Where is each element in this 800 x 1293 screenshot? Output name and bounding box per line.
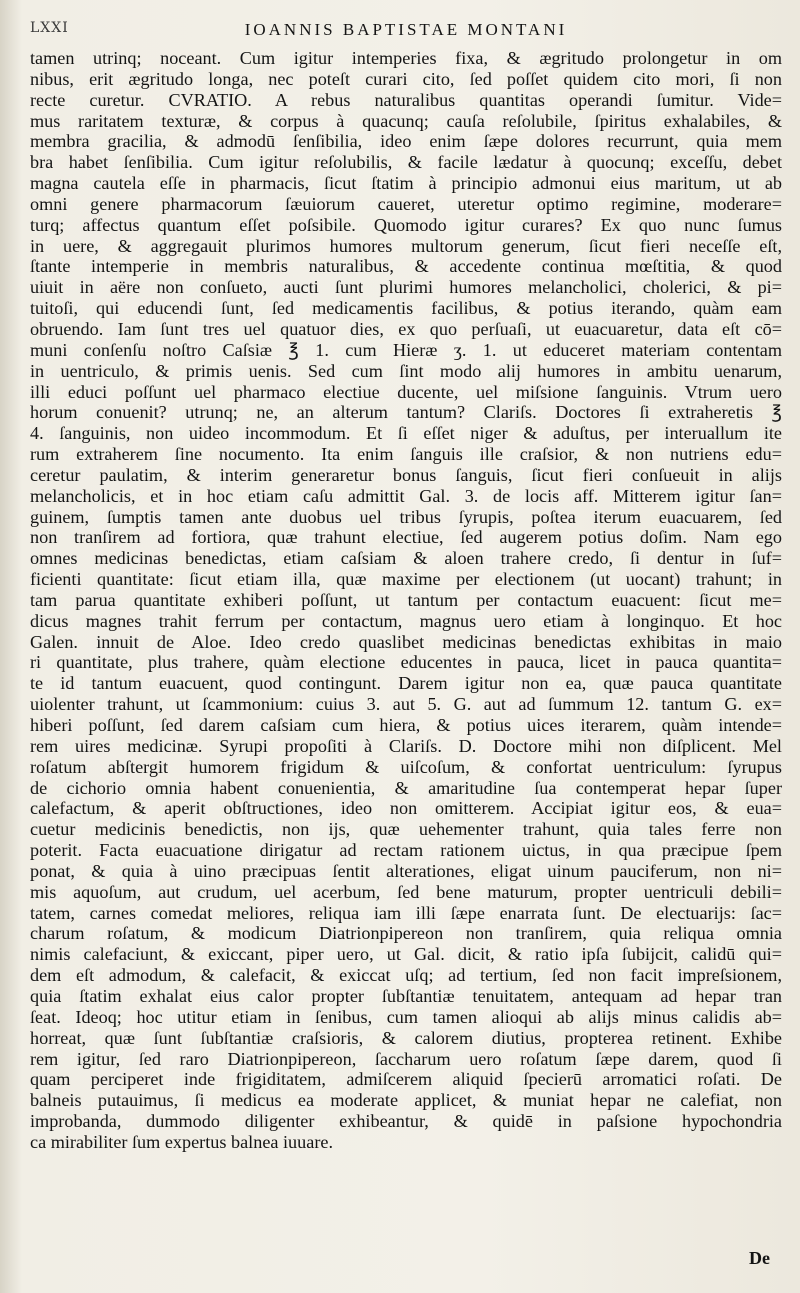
text-line: calefactum, & aperit obſtructiones, ideo non omitterem. Accipiat igitur eos, & eua= [30,798,782,819]
text-line: recte curetur. CVRATIO. A rebus naturalibus quantitas operandi ſumitur. Vide= [30,89,782,110]
text-line: uiolenter trahunt, ut ſcammonium: cuius 3. aut 5. G. aut ad ſummum 12. tantum G. ex= [30,694,782,715]
text-line: turq; affectus quantum eſſet poſsibile. Quomodo igitur curares? Ex quo nunc ſumus [30,214,782,235]
body-text [30,48,782,1153]
text-line: rum extraherem ſine nocumento. Ita enim ſanguis ille craſsior, & non nutriens edu= [30,444,782,465]
page-header [30,20,782,44]
text-line: ſtante intemperie in membris naturalibus, & accedente continua mœſtitia, & quod [30,256,782,277]
text-line: rem igitur, ſed raro Diatrionpipereon, ſaccharum uero roſatum ſæpe darem, quod ſi [30,1048,782,1069]
text-line: poterit. Facta euacuatione dirigatur ad rectam rationem uictus, in qua præcipue ſpem [30,840,782,861]
text-line: dicus magnes trahit ferrum per contactum, magnus uero etiam à longinquo. Et hoc [30,610,782,631]
text-line: tamen utrinq; noceant. Cum igitur intemperies fixa, & ægritudo prolongetur in om [30,48,782,68]
text-line: quia ſtatim exhalat eius calor propter ſubſtantiæ tenuitatem, antequam ad hepar tran [30,985,782,1006]
text-line: Galen. innuit de Aloe. Ideo credo quaslibet medicinas benedictas exhibitas in maio [30,631,782,652]
text-line: ſeat. Ideoq; hoc utitur etiam in ſenibus, cum tamen alioqui ab alijs minus calidis ab= [30,1006,782,1027]
text-line: balneis putauimus, ſi medicus ea moderate applicet, & muniat hepar ne calefiat, non [30,1090,782,1111]
text-line: magna cautela eſſe in pharmacis, ſicut ſtatim à principio admonui eius maritum, ut ab [30,173,782,194]
text-line: omnes medicinas benedictas, etiam caſsiam & aloen trahere credo, ſi dentur in ſuf= [30,548,782,569]
text-line: illi educi poſſunt uel pharmaco electiue ducente, uel miſsione ſanguinis. Vtrum uero [30,381,782,402]
text-line: horreat, quæ ſunt ſubſtantiæ craſsioris, & calorem diutius, propterea retinent. Exhibe [30,1027,782,1048]
text-line: melancholicis, et in hoc etiam caſu admittit Gal. 3. de locis aff. Mitterem igitur ſan= [30,485,782,506]
text-line: improbanda, dummodo diligenter exhibeantur, & quidē in paſsione hypochondria [30,1111,782,1132]
text-line: nibus, erit ægritudo longa, nec poteſt curari cito, ſed poſſet quidem cito mori, ſi non [30,68,782,89]
text-line: uiuit in aëre non conſueto, aucti ſunt plurimi humores melancholici, cholerici, & pi= [30,277,782,298]
text-line: roſatum abſtergit humorem frigidum & uiſcoſum, & confortat uentriculum: ſyrupus [30,756,782,777]
text-line: tuitoſi, qui educendi ſunt, ſed medicamentis facilibus, & potius iterando, quàm eam [30,298,782,319]
text-line: mis aquoſum, aut crudum, uel acerbum, ſed bene maturum, propter uentriculi debili= [30,881,782,902]
text-line: guinem, ſumptis tamen ante duobus uel tribus ſyrupis, poſtea iterum euacuarem, ſed [30,506,782,527]
text-line: charum roſatum, & modicum Diatrionpipereon non tranſirem, quia reliqua omnia [30,923,782,944]
text-line: cuetur medicinis benedictis, non ijs, quæ uehementer trahunt, quia tales ferre non [30,819,782,840]
text-line: omni genere pharmacorum ſæuiorum caueret, uteretur optimo regimine, moderare= [30,193,782,214]
text-line: mus raritatem texturæ, & corpus à quacunq; cauſa reſolubile, ſpiritus exhalabiles, & [30,110,782,131]
text-line: ri quantitate, plus trahere, quàm electione educentes in pauca, licet in pauca quantita= [30,652,782,673]
text-line: tatem, carnes comedat meliores, reliqua iam illi ſæpe enarrata ſunt. De electuarijs: ſac= [30,902,782,923]
text-line: obruendo. Iam ſunt tres uel quatuor dies, ex quo perſuaſi, ut euacuaretur, data eſt cō= [30,318,782,339]
text-line: in uere, & aggregauit plurimos humores multorum generum, ſicut fieri neceſſe eſt, [30,235,782,256]
text-line: bra habet ſenſibilia. Cum igitur reſolubilis, & facile lædatur à quocunq; exceſſu, debet [30,152,782,173]
text-line: dem eſt admodum, & calefacit, & exiccat uſq; ad tertium, ſed non facit impreſsionem, [30,965,782,986]
running-head: IOANNIS BAPTISTAE MONTANI [244,20,568,39]
text-line: muni conſenſu noſtro Caſsiæ ℥ 1. cum Hieræ ʒ. 1. ut educeret materiam contentam [30,339,782,360]
text-line: rem uires medicinæ. Syrupi propoſiti à Clariſs. D. Doctore mihi non diſplicent. Mel [30,735,782,756]
text-line: ponat, & quia à uino præcipuas ſentit alterationes, eligat uinum pauciferum, non ni= [30,860,782,881]
text-line: de cichorio omnia habent conuenientia, & amaritudine ſua contemperat hepar ſuper [30,777,782,798]
text-line: te id tantum euacuent, quod contingunt. Darem igitur non ea, quæ pauca quantitate [30,673,782,694]
text-line: quam perciperet inde frigiditatem, admiſcerem aliquid ſpecierū arromatici roſati. De [30,1069,782,1090]
text-line: tam parua quantitate exhiberi poſſunt, ut tantum per contactum euacuent: ſicut me= [30,589,782,610]
catchword: De [749,1248,770,1268]
text-line: non tranſirem ad fortiora, quæ trahunt electiue, ſed augerem potius doſim. Nam ego [30,527,782,548]
text-line: ceretur paulatim, & interim generaretur bonus ſanguis, ſicut fieri conſueuit in alijs [30,464,782,485]
text-line: horum conuenit? utrunq; ne, an alterum tantum? Clariſs. Doctores ſi extraheretis ℥ [30,402,782,423]
text-line: in uentriculo, & primis uenis. Sed cum ſint modo alij humores in ambitu uenarum, [30,360,782,381]
text-line: hiberi poſſunt, ſed darem caſsiam cum hiera, & potius uices iterarem, quàm intende= [30,715,782,735]
text-line: nimis calefaciunt, & exiccant, piper uero, ut Gal. dicit, & ratio ipſa ſubijcit, calidū qui= [30,944,782,965]
text-line: membra gracilia, & admodū ſenſibilia, ideo enim ſæpe dolores recurrunt, quia mem [30,131,782,152]
text-line: ca mirabiliter ſum expertus balnea iuuare. [30,1131,333,1152]
text-line: ficienti quantitate: ſicut etiam illa, quæ maxime per electionem (ut uocant) trahunt; in [30,569,782,590]
folio-number: LXXI [30,20,69,36]
text-line: 4. ſanguinis, non uideo incommodum. Et ſi eſſet niger & aduſtus, per interuallum ite [30,423,782,444]
